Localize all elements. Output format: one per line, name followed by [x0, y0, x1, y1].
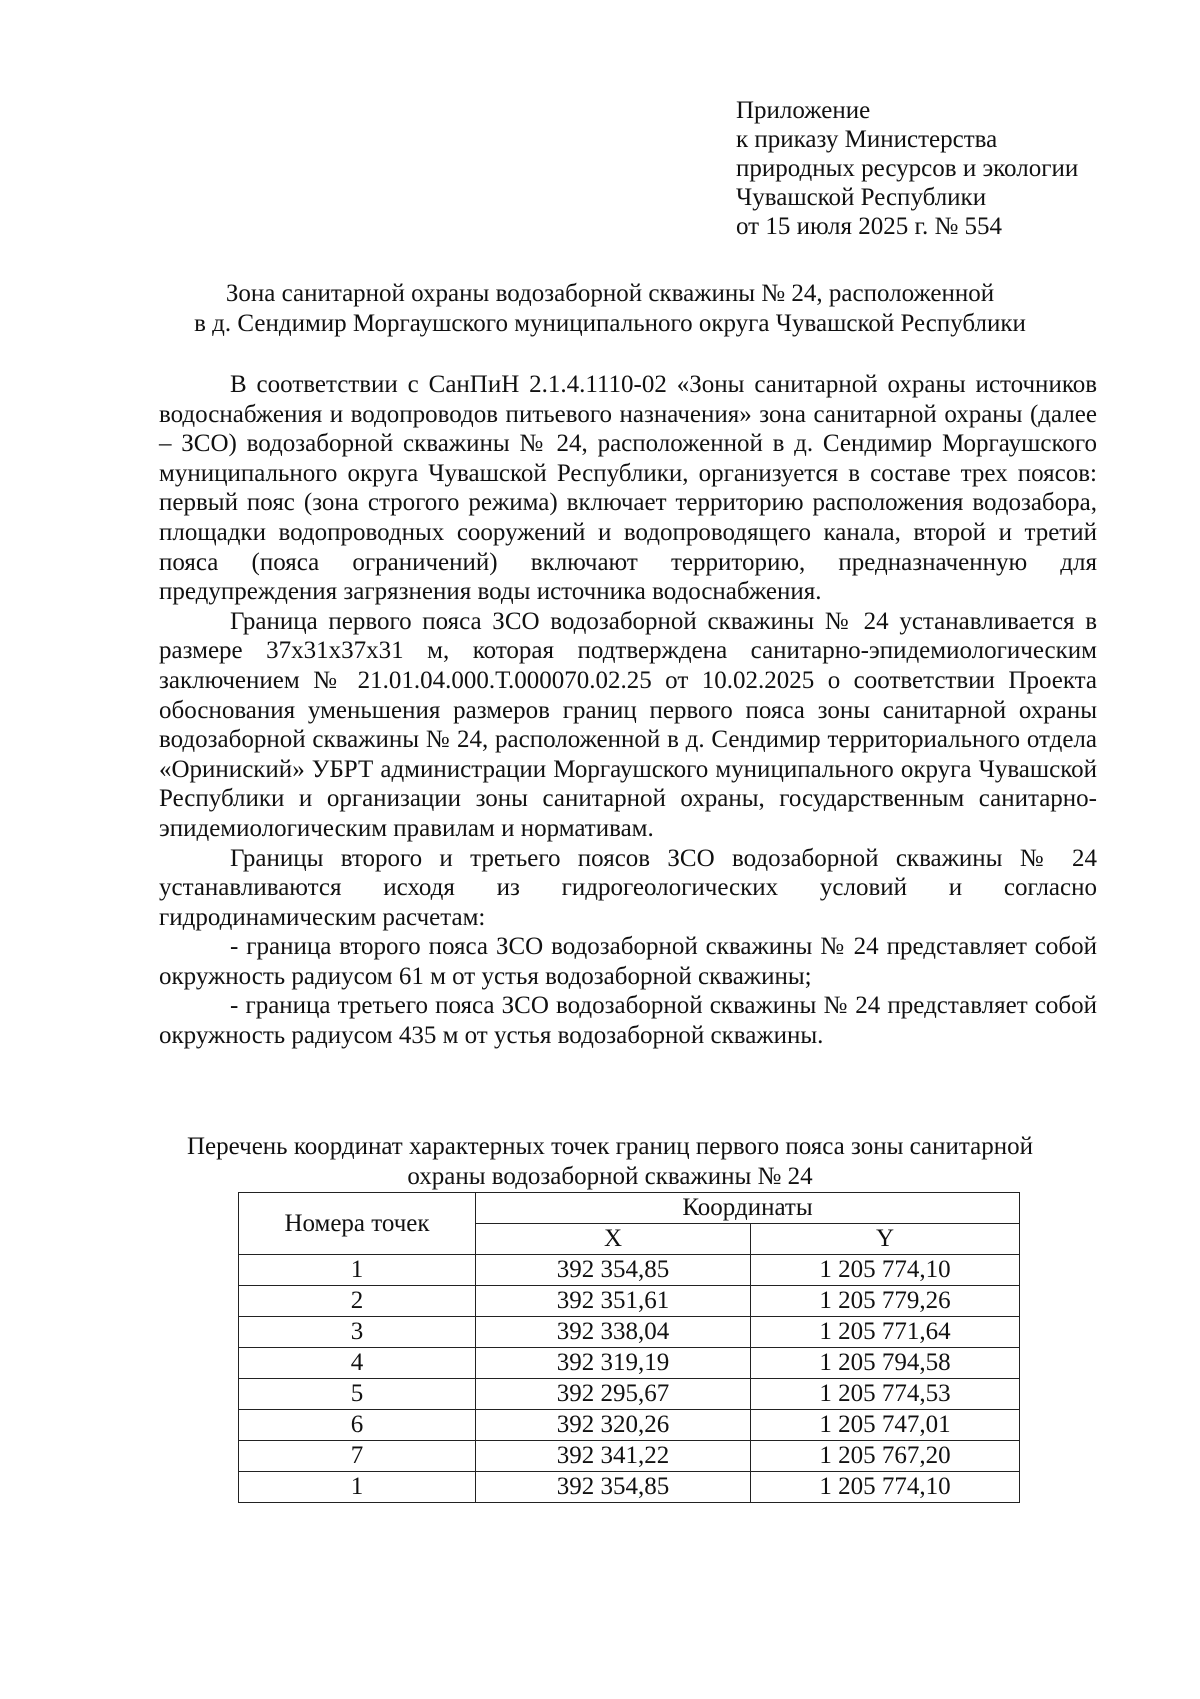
- coord-y: 1 205 774,10: [751, 1255, 1020, 1286]
- table-row: [239, 1472, 1020, 1503]
- title-line: в д. Сендимир Моргаушского муниципального округа Чувашской Республики: [194, 310, 1026, 337]
- header-x: X: [476, 1224, 751, 1255]
- coord-x: 392 354,85: [476, 1472, 751, 1503]
- paragraph-third-belt-radius: - граница третьего пояса ЗСО водозаборной скважины № 24 представляет собой окружность радиусом 435 м от устья водозаборной скважины.: [159, 992, 1097, 1050]
- header-point-numbers: Номера точек: [239, 1193, 476, 1255]
- paragraph-second-belt-radius: - граница второго пояса ЗСО водозаборной скважины № 24 представляет собой окружность радиусом 61 м от устья водозаборной скважины;: [159, 933, 1097, 990]
- point-number: 1: [239, 1472, 476, 1503]
- point-number: 3: [239, 1317, 476, 1348]
- coord-x: 392 320,26: [476, 1410, 751, 1441]
- coord-y: 1 205 774,53: [751, 1379, 1020, 1410]
- title-line: Зона санитарной охраны водозаборной скважины № 24, расположенной: [225, 280, 995, 307]
- table-row: [239, 1410, 1020, 1441]
- table-row: [239, 1441, 1020, 1472]
- approval-line: природных ресурсов и экологии: [736, 155, 1079, 182]
- coord-x: 392 338,04: [476, 1317, 751, 1348]
- caption-line: Перечень координат характерных точек границ первого пояса зоны санитарной: [187, 1133, 1033, 1160]
- table-header-row: [239, 1193, 1020, 1224]
- coord-y: 1 205 774,10: [751, 1472, 1020, 1503]
- paragraph-second-third-belts: Границы второго и третьего поясов ЗСО водозаборной скважины № 24 устанавливаются исходя из гидрогеологических условий и согласно гидродинамическим расчетам:: [159, 844, 1097, 931]
- header-y: Y: [751, 1224, 1020, 1255]
- approval-block: [736, 96, 1078, 241]
- point-number: 2: [239, 1286, 476, 1317]
- coord-x: 392 341,22: [476, 1441, 751, 1472]
- coord-x: 392 319,19: [476, 1348, 751, 1379]
- paragraph-first-belt: Граница первого пояса ЗСО водозаборной скважины № 24 устанавливается в размере 37х31х37х31 м, которая подтверждена санитарно-эпидемиологическим заключением № 21.01.04.000.Т.000070.02.25 от 10.02.2025 о соответствии Проекта обоснования уменьшения размеров границ первого пояса зоны санитарной охраны водозаборной скважины № 24, расположенной в д. Сендимир территориального отдела «Ориниский» УБРТ администрации Моргаушского муниципального округа Чувашской Республики и организации зоны санитарной охраны, государственным санитарно-эпидемиологическим правилам и нормативам.: [159, 607, 1097, 842]
- coord-y: 1 205 771,64: [751, 1317, 1020, 1348]
- point-number: 1: [239, 1255, 476, 1286]
- point-number: 5: [239, 1379, 476, 1410]
- point-number: 7: [239, 1441, 476, 1472]
- point-number: 6: [239, 1410, 476, 1441]
- table-row: [239, 1348, 1020, 1379]
- header-coordinates: Координаты: [476, 1193, 1020, 1224]
- caption-line: охраны водозаборной скважины № 24: [407, 1163, 813, 1190]
- table-row: [239, 1379, 1020, 1410]
- coord-y: 1 205 767,20: [751, 1441, 1020, 1472]
- coord-x: 392 295,67: [476, 1379, 751, 1410]
- approval-line: Приложение: [736, 97, 871, 124]
- coord-y: 1 205 779,26: [751, 1286, 1020, 1317]
- coord-x: 392 354,85: [476, 1255, 751, 1286]
- coord-y: 1 205 794,58: [751, 1348, 1020, 1379]
- table-row: [239, 1286, 1020, 1317]
- coord-y: 1 205 747,01: [751, 1410, 1020, 1441]
- coord-x: 392 351,61: [476, 1286, 751, 1317]
- document-body: [159, 370, 1097, 1051]
- approval-line: от 15 июля 2025 г. № 554: [736, 213, 1003, 240]
- table-row: [239, 1317, 1020, 1348]
- point-number: 4: [239, 1348, 476, 1379]
- table-row: [239, 1255, 1020, 1286]
- document-title: [140, 279, 1080, 339]
- coordinates-table: [238, 1192, 1020, 1503]
- table-caption: [140, 1132, 1080, 1192]
- paragraph-sanpin: В соответствии с СанПиН 2.1.4.1110-02 «Зоны санитарной охраны источников водоснабжения и водопроводов питьевого назначения» зона санитарной охраны (далее – ЗСО) водозаборной скважины № 24, расположенной в д. Сендимир Моргаушского муниципального округа Чувашской Республики, организуется в составе трех поясов: первый пояс (зона строгого режима) включает территорию расположения водозабора, площадки водопроводных сооружений и водопроводящего канала, второй и третий пояса (пояса ограничений) включают территорию, предназначенную для предупреждения загрязнения воды источника водоснабжения.: [159, 371, 1097, 606]
- approval-line: Чувашской Республики: [736, 184, 987, 211]
- approval-line: к приказу Министерства: [736, 126, 998, 153]
